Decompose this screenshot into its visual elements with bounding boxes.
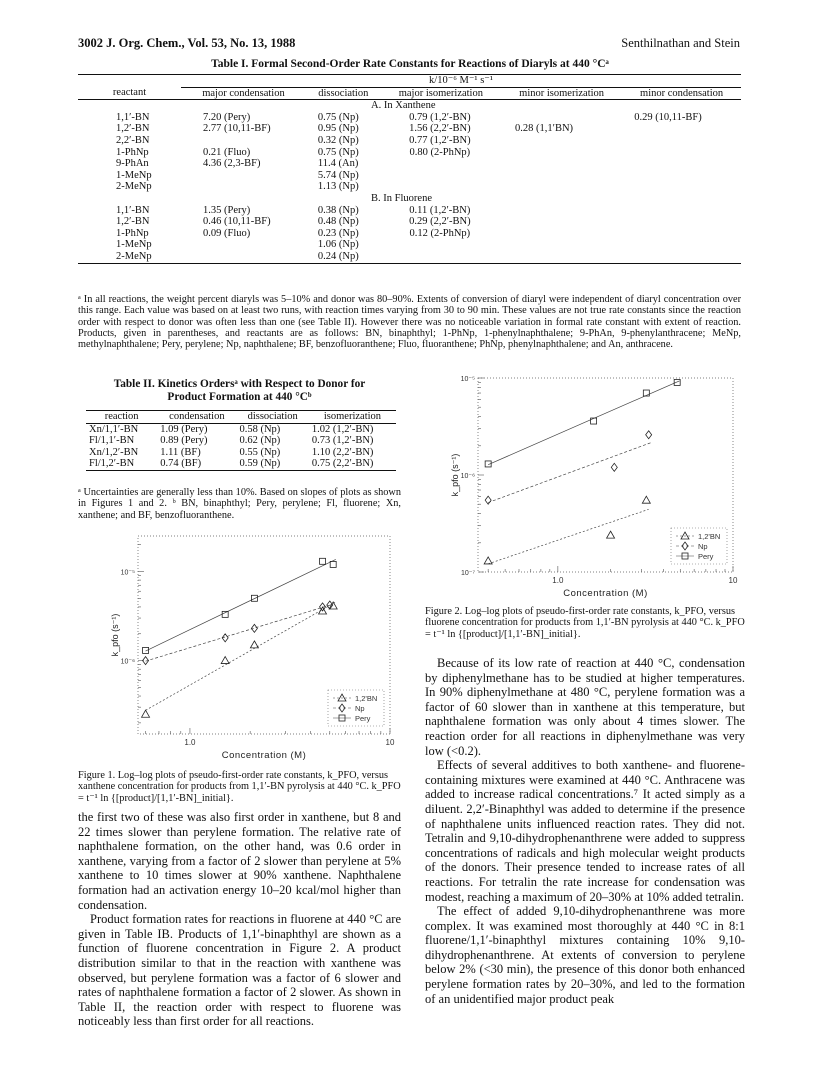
- table-cell: 0.46 (10,11-BF): [203, 216, 271, 228]
- table-row: [86, 435, 396, 447]
- table-cell: 1.06 (Np): [317, 239, 359, 251]
- table-row: [86, 447, 396, 459]
- data-point-triangle: [607, 531, 615, 538]
- table-row: [78, 135, 741, 147]
- table-cell: [501, 112, 622, 124]
- x-tick-label: 10: [385, 738, 395, 747]
- table-cell: [622, 170, 741, 182]
- table-cell: 0.79 (1,2′-BN): [409, 111, 471, 123]
- table-row: [78, 112, 741, 124]
- y-tick-label: 10⁻⁵: [460, 376, 475, 383]
- table-cell: [622, 158, 741, 170]
- table2-caption: Table II. Kinetics Ordersᵃ with Respect to Donor for Product Formation at 440 °Cᵇ: [113, 378, 366, 403]
- table-cell: [622, 123, 741, 135]
- table-cell: 0.21 (Fluo): [203, 146, 251, 158]
- table-cell: 1.10 (2,2′-BN): [311, 446, 374, 458]
- table-cell: 1-PhNp: [116, 227, 149, 239]
- table-cell: [381, 181, 501, 193]
- table-cell: 0.12 (2-PhNp): [409, 227, 471, 239]
- y-tick-label: 10⁻⁵: [120, 569, 135, 577]
- table-cell: [622, 216, 741, 228]
- table1: [78, 74, 741, 264]
- table-cell: [501, 251, 622, 263]
- data-point-triangle: [142, 710, 150, 717]
- table-cell: 0.75 (Np): [317, 111, 359, 123]
- table-cell: 0.29 (2,2′-BN): [409, 216, 471, 228]
- table-cell: [622, 228, 741, 240]
- legend-label: 1,2'BN: [355, 694, 378, 703]
- table-cell: [622, 239, 741, 251]
- data-point-triangle: [484, 557, 492, 564]
- table-cell: 1.35 (Pery): [203, 204, 251, 216]
- table-cell: 0.89 (Pery): [160, 435, 208, 447]
- table2-footnote: ᵃ Uncertainties are generally less than 10%. Based on slopes of plots as shown in Figures 1 and 2. ᵇ BN, binaphthyl; Pery, perylene; Fl, fluorene; Xn, xanthene; and BF, benzofluoranthene.: [78, 487, 401, 521]
- table-row: [78, 181, 741, 193]
- figure2-chart: [420, 370, 745, 602]
- y-tick-label: 10⁻⁶: [120, 658, 135, 666]
- running-header-left: 3002 J. Org. Chem., Vol. 53, No. 13, 1988: [78, 36, 296, 50]
- left-column-text: [78, 810, 401, 1029]
- data-point-diamond: [485, 496, 491, 504]
- table-cell: [501, 181, 622, 193]
- paragraph: Product formation rates for reactions in fluorene at 440 °C are given in Table IB. Products of 1,1′-binaphthyl are shown as a function of fluorene concentration in Figure 2. A product distribution similar to that in the reaction with xanthene was observed, but perylene formation was a factor of 6 slower and rates of naphthalene formation a factor of 2 slower. As shown in Table II, the reaction order with respect to fluorene was noticeably less than first order for all reactions.: [78, 912, 401, 1029]
- x-tick-label: 10: [728, 576, 738, 585]
- table-cell: 1,2′-BN: [116, 216, 150, 228]
- table-cell: [501, 239, 622, 251]
- table-cell: [181, 181, 306, 193]
- table-cell: [622, 251, 741, 263]
- x-tick-label: 1.0: [184, 738, 196, 747]
- table-row: [78, 205, 741, 217]
- table-cell: 0.28 (1,1′BN): [515, 123, 574, 135]
- paragraph: Because of its low rate of reaction at 440 °C, condensation by diphenylmethane has to be studied at higher temperatures. In 90% diphenylmethane at 480 °C, perylene formation was a factor of 60 slower than in xanthene at this temperature, but naphthalene formation was only about 4 times slower. The reaction order for all reactions in diphenylmethane was very low (<0.2).: [425, 656, 745, 758]
- fit-line-triangle: [488, 509, 648, 563]
- table-cell: [381, 251, 501, 263]
- table-cell: 1.56 (2,2′-BN): [409, 123, 471, 135]
- table-row: [78, 147, 741, 159]
- legend-label: Pery: [698, 552, 714, 561]
- table-cell: 0.11 (1,2′-BN): [409, 204, 471, 216]
- table1-col-header: major isomerization: [398, 87, 483, 99]
- data-point-diamond: [646, 431, 652, 439]
- data-point-square: [222, 611, 228, 617]
- data-point-diamond: [611, 463, 617, 471]
- table-cell: [501, 170, 622, 182]
- table-cell: [622, 135, 741, 147]
- y-axis-label: k_pfo (s⁻¹): [110, 613, 120, 657]
- fit-line-diamond: [488, 443, 651, 503]
- legend-label: Pery: [355, 714, 371, 723]
- table-cell: 0.95 (Np): [317, 123, 359, 135]
- fit-line-square: [488, 381, 679, 465]
- table-cell: 1.11 (BF): [160, 446, 201, 458]
- table-row: [78, 251, 741, 263]
- legend-label: Np: [355, 704, 365, 713]
- figure1-caption: Figure 1. Log–log plots of pseudo-first-order rate constants, k_PFO, versus xanthene concentration for products from 1,1′-BN pyrolysis at 440 °C. k_PFO = t⁻¹ ln {[product]/[1,1′-BN]_initial}.: [78, 770, 401, 804]
- table-cell: [622, 205, 741, 217]
- table-cell: [381, 158, 501, 170]
- table-cell: [181, 170, 306, 182]
- table-cell: 4.36 (2,3-BF): [203, 158, 261, 170]
- table-cell: Xn/1,1′-BN: [89, 423, 139, 435]
- table-cell: 2,2′-BN: [116, 134, 150, 146]
- table-cell: 0.38 (Np): [317, 204, 359, 216]
- table-cell: [622, 181, 741, 193]
- table-cell: 5.74 (Np): [317, 169, 359, 181]
- table-cell: 1-PhNp: [116, 146, 149, 158]
- table-cell: 0.77 (1,2′-BN): [409, 134, 471, 146]
- paragraph: the first two of these was also first order in xanthene, but 8 and 22 times slower than perylene formation. The relative rate of naphthalene formation, on the other hand, was 0.6 order in xanthene, varying from a factor of 2 slower than perylene at 5% xanthene to 10 times slower at 90% xanthene. Naphthalene formation had an activation energy 10–20 kcal/mol higher than condensation.: [78, 810, 401, 912]
- x-axis-label: Concentration (M): [563, 588, 648, 599]
- table-cell: 7.20 (Pery): [203, 111, 251, 123]
- table-cell: 0.59 (Np): [239, 458, 281, 470]
- data-point-square: [143, 647, 149, 653]
- table-cell: Xn/1,2′-BN: [89, 446, 139, 458]
- table-cell: 1.13 (Np): [317, 181, 359, 193]
- table-cell: [501, 135, 622, 147]
- table-cell: [181, 135, 306, 147]
- table1-section-title: B. In Fluorene: [371, 192, 432, 204]
- table-cell: 0.80 (2-PhNp): [409, 146, 471, 158]
- table-cell: Fl/1,1′-BN: [89, 435, 135, 447]
- paragraph: The effect of added 9,10-dihydrophenanthrene was more complex. It was examined most thoroughly at 440 °C in 8:1 fluorene/1,1′-binaphthyl mixtures containing 10% 9,10-dihydrophenanthrene. At extents of conversion to perylene below 2% (<30 min), the presence of this donor both enhanced perylene formation rates by 20–30%, and led to the formation of an unidentified major product peak: [425, 904, 745, 1006]
- figure2-caption: Figure 2. Log–log plots of pseudo-first-order rate constants, k_PFO, versus fluorene concentration for products from 1,1′-BN pyrolysis at 440 °C. k_PFO = t⁻¹ ln {[product]/[1,1′-BN]_initial}.: [425, 606, 745, 640]
- table-cell: [622, 147, 741, 159]
- table-cell: [501, 147, 622, 159]
- table2-col-header: dissociation: [247, 411, 298, 422]
- figure1-chart: [86, 528, 406, 766]
- table1-col-header: major condensation: [202, 87, 285, 99]
- table-row: [78, 158, 741, 170]
- table2-col-header: reaction: [104, 411, 139, 422]
- table-cell: 0.73 (1,2′-BN): [311, 435, 374, 447]
- table-cell: 0.74 (BF): [160, 458, 202, 470]
- table-cell: 1.02 (1,2′-BN): [311, 423, 374, 435]
- table-cell: [501, 158, 622, 170]
- fit-line-square: [146, 559, 336, 651]
- x-axis-label: Concentration (M): [221, 750, 307, 761]
- table-row: [78, 216, 741, 228]
- table-cell: 1-MeNp: [116, 169, 152, 181]
- legend-label: 1,2'BN: [698, 532, 721, 541]
- table-row: [78, 170, 741, 182]
- table-cell: Fl/1,2′-BN: [89, 458, 135, 470]
- table2-col-header: isomerization: [323, 411, 382, 422]
- table-cell: 0.24 (Np): [317, 250, 359, 262]
- table-cell: 1,2′-BN: [116, 123, 150, 135]
- x-tick-label: 1.0: [552, 576, 564, 585]
- table-cell: 2-MeNp: [116, 250, 152, 262]
- fit-line-diamond: [146, 604, 333, 661]
- table-cell: 0.09 (Fluo): [203, 227, 251, 239]
- running-header-right: Senthilnathan and Stein: [621, 36, 740, 50]
- table-row: [86, 458, 396, 470]
- table1-footnote: ᵃ In all reactions, the weight percent diaryls was 5–10% and donor was 80–90%. Extents of conversion of diaryl were independent of diaryl concentration over this range. Each value was based on at least two runs, with reaction times varying from 30 to 90 min. These values are not true rate constants since the reaction order with respect to donor was often less than one (see Table II). However there was no noticeable variation in formal rate constant with extent of reaction. Products, given in parentheses, and reactants are as follows: BN, binaphthyl; 1-PhNp, 1-phenylnaphthalene; 9-PhAn, 9-phenylanthracene; MeNp, methylnaphthalene; Pery, perylene; Np, naphthalene; BF, benzofluoranthene; Fluo, fluoranthene; PhNp, phenylnaphthalene; and An, anthracene.: [78, 294, 741, 351]
- right-column-text: [425, 656, 745, 1006]
- table-cell: 2.77 (10,11-BF): [203, 123, 271, 135]
- table-cell: [501, 205, 622, 217]
- table-cell: 0.62 (Np): [239, 435, 281, 447]
- table-cell: [381, 239, 501, 251]
- table-cell: 0.55 (Np): [239, 446, 281, 458]
- y-axis-label: k_pfo (s⁻¹): [450, 453, 460, 497]
- table1-col-header: minor condensation: [640, 87, 724, 99]
- table-cell: 1,1′-BN: [116, 204, 150, 216]
- table-cell: [501, 216, 622, 228]
- fit-line-triangle: [146, 602, 336, 710]
- table-cell: [181, 251, 306, 263]
- table-cell: 2-MeNp: [116, 181, 152, 193]
- table-row: [86, 423, 396, 435]
- table-cell: 0.32 (Np): [317, 134, 359, 146]
- table1-col-header: reactant: [112, 87, 147, 99]
- table-cell: 0.29 (10,11-BF): [634, 111, 702, 123]
- data-point-square: [591, 418, 597, 424]
- table-cell: [381, 170, 501, 182]
- table-cell: 1.09 (Pery): [160, 423, 208, 435]
- table-cell: 0.75 (Np): [317, 146, 359, 158]
- table1-col-header: dissociation: [318, 87, 369, 99]
- table-cell: 1-MeNp: [116, 239, 152, 251]
- table-cell: 11.4 (An): [317, 158, 359, 170]
- table1-col-header: minor isomerization: [519, 87, 605, 99]
- paragraph: Effects of several additives to both xanthene- and fluorene-containing mixtures were examined at 440 °C. Anthracene was added to increase radical concentrations.⁷ It acted simply as a diluent. 2,2′-Binaphthyl was added to determine if the presence of naphthalene units influenced reaction rates. They did not. Tetralin and 9,10-dihydrophenanthrene were added to suppress concentrations of radicals and high molecular weight products of the donors. Their presence tended to increase rates of all reactions. For tetralin the rate increase for condensation was modest, reaching a maximum of 20–30% at 10% added tetralin.: [425, 758, 745, 904]
- legend-label: Np: [698, 542, 708, 551]
- table1-units: k/10⁻⁶ M⁻¹ s⁻¹: [181, 75, 741, 88]
- y-tick-label: 10⁻⁶: [460, 473, 475, 480]
- table1-section-title: A. In Xanthene: [371, 100, 436, 112]
- table-cell: 0.58 (Np): [239, 423, 281, 435]
- data-point-square: [330, 561, 336, 567]
- table-cell: 1,1′-BN: [116, 111, 150, 123]
- table-cell: 0.23 (Np): [317, 227, 359, 239]
- table2-col-header: condensation: [169, 411, 225, 422]
- data-point-square: [320, 558, 326, 564]
- table-row: [78, 228, 741, 240]
- y-tick-label: 10⁻⁷: [460, 570, 475, 577]
- table2: [86, 410, 396, 471]
- data-point-triangle: [221, 657, 229, 664]
- table-cell: 9-PhAn: [116, 158, 149, 170]
- data-point-triangle: [642, 496, 650, 503]
- table-cell: [501, 228, 622, 240]
- table-row: [78, 123, 741, 135]
- data-point-diamond: [251, 624, 257, 632]
- table-cell: [181, 239, 306, 251]
- table-cell: 0.48 (Np): [317, 216, 359, 228]
- table-row: [78, 239, 741, 251]
- table-cell: 0.75 (2,2′-BN): [311, 458, 374, 470]
- table1-caption: Table I. Formal Second-Order Rate Constants for Reactions of Diaryls at 440 °Cᵃ: [211, 58, 609, 70]
